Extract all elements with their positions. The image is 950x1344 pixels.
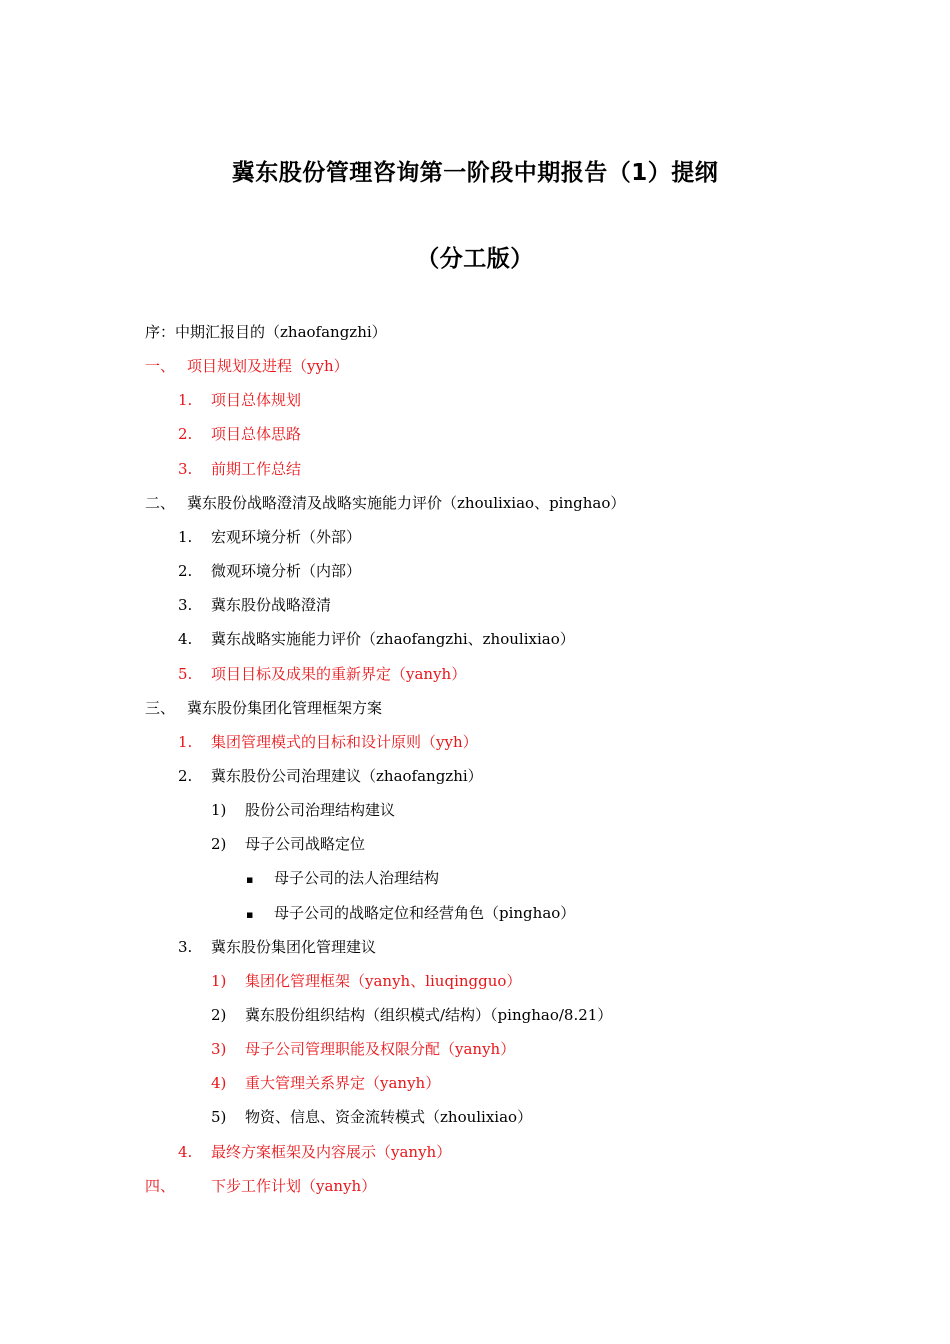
outline-item-marker: 3. [178,596,193,614]
outline-item-text: 集团化管理框架（yanyh、liuqingguo） [245,972,522,990]
outline-item-text: 母子公司战略定位 [245,835,366,853]
outline-item-text: 项目总体规划 [211,391,302,409]
document-title: 冀东股份管理咨询第一阶段中期报告（1）提纲 [231,160,719,186]
document-subtitle: （分工版） [416,246,534,272]
outline-item-marker: 2. [178,767,193,785]
outline-item-text: 冀东股份集团化管理建议 [211,938,377,956]
outline-item-marker: 5. [178,665,193,683]
outline-item-text: 项目规划及进程（yyh） [187,357,349,375]
outline-item-marker: 4) [211,1074,227,1092]
outline-item-text: 前期工作总结 [211,460,302,478]
outline-item-marker: 1. [178,391,193,409]
outline-item-marker: 3. [178,460,193,478]
outline-item-text: 冀东股份战略澄清 [211,596,332,614]
outline-item-marker: 3) [211,1040,227,1058]
outline-item-text: 序：中期汇报目的（zhaofangzhi） [145,323,387,341]
outline-item-marker: 1) [211,972,227,990]
outline-item-text: 母子公司管理职能及权限分配（yanyh） [245,1040,516,1058]
outline-item-text: 项目目标及成果的重新界定（yanyh） [211,665,467,683]
outline-item-text: 股份公司治理结构建议 [245,801,396,819]
outline-item-marker: 1) [211,801,227,819]
outline-item-text: 项目总体思路 [211,425,302,443]
outline-item-text: 集团管理模式的目标和设计原则（yyh） [211,733,478,751]
outline-item-text: 重大管理关系界定（yanyh） [245,1074,441,1092]
outline-item-marker: 2) [211,1006,227,1024]
outline-item-marker: 1. [178,528,193,546]
outline-item-marker: 二、 [145,494,176,512]
outline-item-text: 宏观环境分析（外部） [211,528,362,546]
outline-item-text: 最终方案框架及内容展示（yanyh） [211,1143,452,1161]
outline-item-marker: 2. [178,562,193,580]
outline-item-marker: 4. [178,630,193,648]
outline-item-marker: 2) [211,835,227,853]
outline-item-text: 冀东股份组织结构（组织模式/结构）（pinghao/8.21） [245,1006,613,1024]
outline-item-text: 母子公司的法人治理结构 [274,869,440,887]
outline-item-marker: 一、 [145,357,176,375]
outline-item-text: 冀东股份战略澄清及战略实施能力评价（zhoulixiao、pinghao） [187,494,626,512]
outline-item-marker: 5) [211,1108,227,1126]
outline-item-marker: 四、 [145,1177,176,1195]
outline-item-text: 微观环境分析（内部） [211,562,362,580]
outline-item-marker: ▪ [246,873,254,886]
outline-item-text: 冀东股份集团化管理框架方案 [187,699,383,717]
outline-item-marker: 2. [178,425,193,443]
outline-item-marker: 三、 [145,699,176,717]
outline-item-text: 下步工作计划（yanyh） [211,1177,377,1195]
outline-item-text: 物资、信息、资金流转模式（zhoulixiao） [245,1108,533,1126]
outline-item-text: 冀东股份公司治理建议（zhaofangzhi） [211,767,483,785]
outline-item-marker: 3. [178,938,193,956]
outline-item-marker: 1. [178,733,193,751]
outline-item-marker: ▪ [246,908,254,921]
outline-item-marker: 4. [178,1143,193,1161]
outline-item-text: 母子公司的战略定位和经营角色（pinghao） [274,904,576,922]
outline-item-text: 冀东战略实施能力评价（zhaofangzhi、zhoulixiao） [211,630,575,648]
